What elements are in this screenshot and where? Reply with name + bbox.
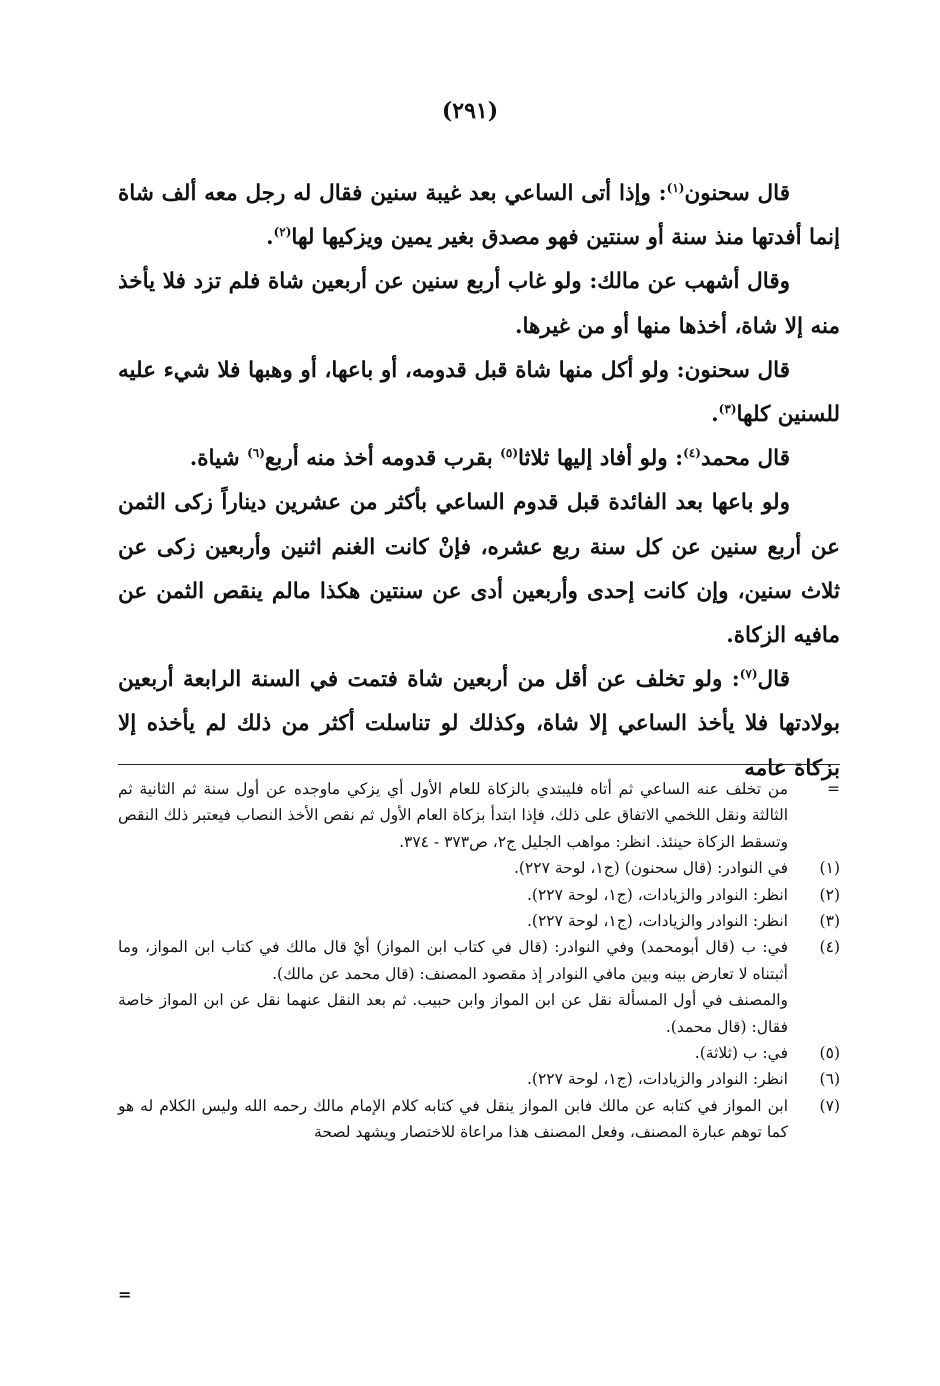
footnote-number: (٥): [819, 1044, 840, 1063]
footnote-number: (٢): [819, 885, 840, 904]
footnote-4-continuation: والمصنف في أول المسألة نقل عن ابن المواز وابن حبيب. ثم بعد النقل عنهما نقل عن ابن المواز خاصة فقال: (قال محمد).: [118, 991, 788, 1036]
footnote-2: [118, 882, 840, 908]
paragraph-2: وقال أشهب عن مالك: ولو غاب أربع سنين عن أربعين شاة فلم تزد فلا يأخذ منه إلا شاة، أخذها منها أو من غيرها.: [118, 269, 840, 339]
footnote-number: (٦): [819, 1070, 840, 1089]
footnote-separator: [118, 764, 840, 765]
footnote-5: [118, 1040, 840, 1066]
footnote-text: في النوادر: (قال سحنون) (ج١، لوحة ٢٢٧).: [513, 859, 788, 878]
footnote-number: (٣): [819, 912, 840, 931]
footnote-ref-1[interactable]: (١): [666, 181, 685, 195]
footnote-ref-2[interactable]: (٢): [273, 225, 292, 240]
main-text: [118, 172, 840, 791]
continuation-end-mark: =: [118, 1285, 132, 1304]
paragraph-3: قال سحنون: ولو أكل منها شاة قبل قدومه، أو باعها، أو وهبها فلا شيء عليه للسنين كلها$^{(٣)}$.: [118, 357, 840, 428]
footnote-text: ابن المواز في كتابه عن مالك فابن المواز ينقل في كتابه كلام الإمام مالك رحمه الله وليس الكلام له هو كما توهم عبارة المصنف، وفعل المصنف هذا مراعاة للاختصار ويشهد لصحة: [118, 1096, 788, 1142]
footnote-number: (٧): [819, 1096, 840, 1115]
footnote-3: [118, 908, 840, 934]
footnote-6: [118, 1066, 840, 1092]
footnote-number: (٤): [819, 938, 840, 957]
footnote-text: انظر: النوادر والزيادات، (ج١، لوحة ٢٢٧).: [526, 885, 788, 904]
footnote-continued: = من تخلف عنه الساعي ثم أتاه فليبتدي بالزكاة للعام الأول أي يزكي ماوجده عن أول سنة ثم الثانية ثم الثالثة ونقل اللخمي الاتفاق على ذلك، فإذا ابتدأ بزكاة العام الأول ثم نقص الأخذ النصاب فيعتبر ذلك النقص وتسقط الزكاة حينئذ. انظر: مواهب الجليل ج٢، ص٣٧٣ - ٣٧٤.: [118, 776, 840, 855]
footnote-7: [118, 1093, 840, 1146]
footnote-text: انظر: النوادر والزيادات، (ج١، لوحة ٢٢٧).: [526, 1070, 788, 1089]
paragraph-6: قال$^{(٧)}$: ولو تخلف عن أقل من أربعين شاة فتمت في السنة الرابعة أربعين بولادتها فلا يأخذ الساعي إلا شاة، وكذلك لو تناسلت أكثر من ذلك لم يأخذه إلا بزكاة عامه: [118, 667, 840, 781]
footnote-ref-6[interactable]: (٦): [247, 446, 265, 461]
footnote-text: في: ب (ثلاثة).: [694, 1044, 788, 1063]
footnote-text: في: ب (قال أبومحمد) وفي النوادر: (قال في كتاب ابن المواز) أيْ قال مالك في كتاب ابن المواز، وما أثبتناه لا تعارض بينه وبين مافي النوادر إذ مقصود المصنف: (قال محمد عن مالك).: [118, 938, 788, 983]
footnotes-section: [118, 776, 840, 1146]
paragraph-5: ولو باعها بعد الفائدة قبل قدوم الساعي بأكثر من عشرين ديناراً زكى الثمن عن أربع سنين عن كل سنة ربع عشره، فإنْ كانت الغنم اثنين وأربعين زكى عن ثلاث سنين، وإن كانت إحدى وأربعين أدى عن سنتين هكذا مالم ينقص الثمن عن مافيه الزكاة.: [118, 490, 840, 649]
paragraph-4: قال محمد$^{(٤)}$: ولو أفاد إليها ثلاثا$^{(٥)}$ بقرب قدومه أخذ منه أربع$^{(٦)}$ شياة.: [189, 446, 790, 472]
continuation-mark: =: [827, 780, 840, 798]
footnote-number: (١): [819, 859, 840, 878]
footnote-1: [118, 855, 840, 881]
footnote-ref-5[interactable]: (٥): [500, 446, 518, 461]
footnote-text: انظر: النوادر والزيادات، (ج١، لوحة ٢٢٧).: [526, 912, 788, 931]
paragraph-1: قال سحنون$^{(١)}$: وإذا أتى الساعي بعد غيبة سنين فقال له رجل معه ألف شاة إنما أفدتها منذ سنة أو سنتين فهو مصدق بغير يمين ويزكيها لها$^{(٢)}$.: [118, 181, 840, 251]
footnote-ref-3[interactable]: (٣): [718, 402, 737, 417]
footnote-ref-4[interactable]: (٤): [683, 446, 701, 461]
footnote-ref-7[interactable]: (٧): [739, 667, 758, 682]
footnote-4: [118, 934, 840, 987]
page-number: (٢٩١): [441, 98, 499, 124]
